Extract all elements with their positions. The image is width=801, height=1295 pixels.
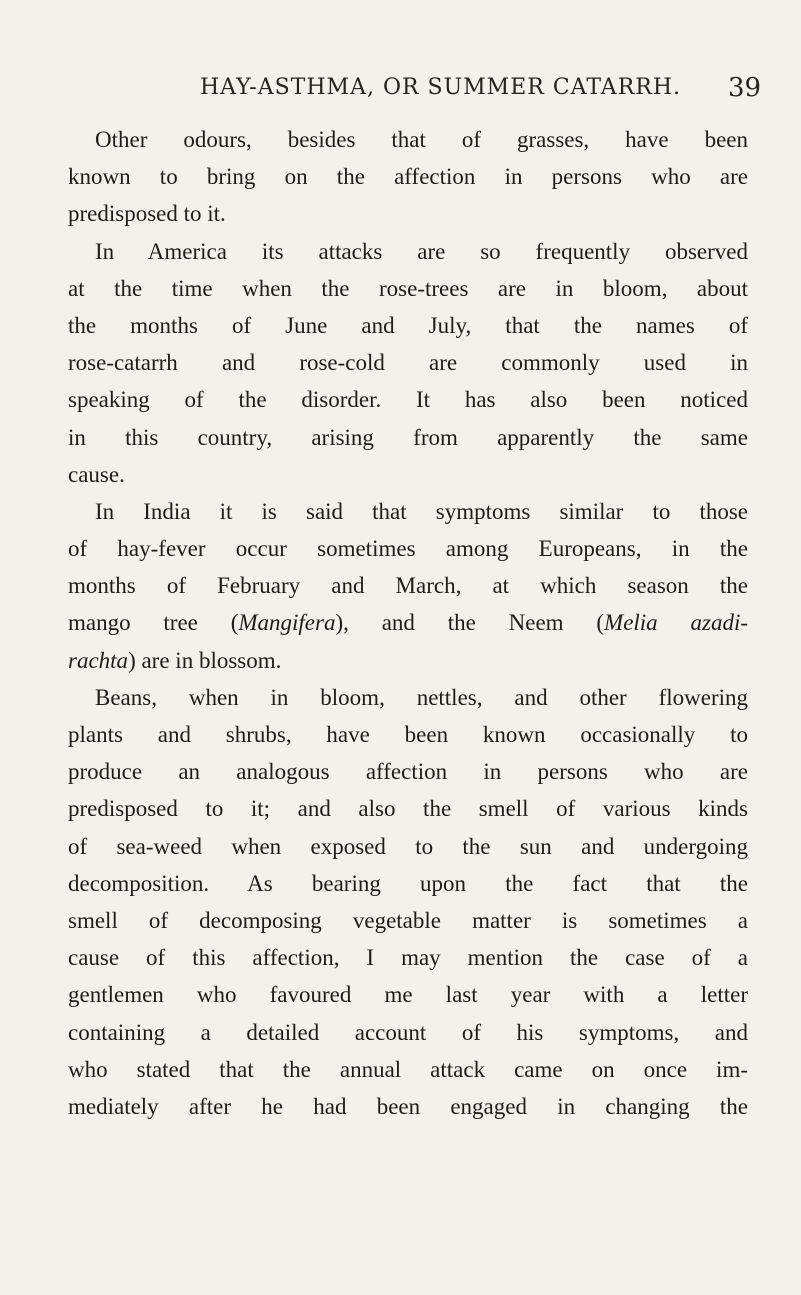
text-run: ), and the Neem (	[335, 610, 605, 636]
text-line: months of February and March, at which season the	[68, 573, 748, 599]
text-line: smell of decomposing vegetable matter is sometimes a	[68, 907, 748, 933]
italic-botanical-name: rachta	[68, 647, 129, 673]
text-line: decomposition. As bearing upon the fact that the	[68, 870, 748, 896]
text-line: In India it is said that symptoms similar to those	[95, 498, 748, 524]
running-head: HAY-ASTHMA, OR SUMMER CATARRH.	[200, 75, 681, 100]
text-line: in this country, arising from apparently the same	[68, 424, 748, 450]
paragraph-other-odours	[68, 121, 748, 233]
text-line-with-italics	[68, 604, 748, 641]
text-line: cause of this affection, I may mention the case of a	[68, 945, 748, 971]
text-line: of sea-weed when exposed to the sun and undergoing	[68, 833, 748, 859]
paragraph-india	[68, 493, 748, 679]
text-run: mango tree (	[68, 610, 239, 636]
text-run: ) are in blossom.	[128, 647, 282, 673]
text-line: who stated that the annual attack came on once im-	[68, 1056, 748, 1082]
text-line: cause.	[68, 461, 125, 487]
text-line: known to bring on the affection in persons who are	[68, 164, 748, 190]
text-line: rose-catarrh and rose-cold are commonly used in	[68, 350, 748, 376]
text-line: produce an analogous affection in persons who are	[68, 759, 748, 785]
page-number: 39	[728, 73, 762, 103]
italic-botanical-name: Mangifera	[238, 610, 336, 636]
text-line: predisposed to it; and also the smell of various kinds	[68, 796, 748, 822]
paragraph-beans	[68, 679, 748, 1125]
paragraph-america	[68, 233, 748, 493]
text-line: Beans, when in bloom, nettles, and other flowering	[95, 684, 748, 710]
text-line: gentlemen who favoured me last year with a letter	[68, 982, 748, 1008]
text-line: mediately after he had been engaged in changing the	[68, 1093, 748, 1119]
text-line: the months of June and July, that the names of	[68, 312, 748, 338]
text-line: predisposed to it.	[68, 201, 226, 227]
text-line-with-italics	[68, 642, 748, 679]
text-line: Other odours, besides that of grasses, have been	[95, 127, 748, 152]
text-line: plants and shrubs, have been known occasionally to	[68, 722, 748, 747]
text-line: containing a detailed account of his symptoms, and	[68, 1019, 748, 1045]
text-line: speaking of the disorder. It has also been noticed	[68, 387, 748, 413]
body-text	[68, 121, 748, 1125]
text-line: at the time when the rose-trees are in bloom, about	[68, 275, 748, 301]
text-line: In America its attacks are so frequently observed	[95, 238, 748, 264]
italic-botanical-name: Melia azadi-	[604, 610, 748, 636]
text-line: of hay-fever occur sometimes among Europeans, in the	[68, 536, 748, 562]
